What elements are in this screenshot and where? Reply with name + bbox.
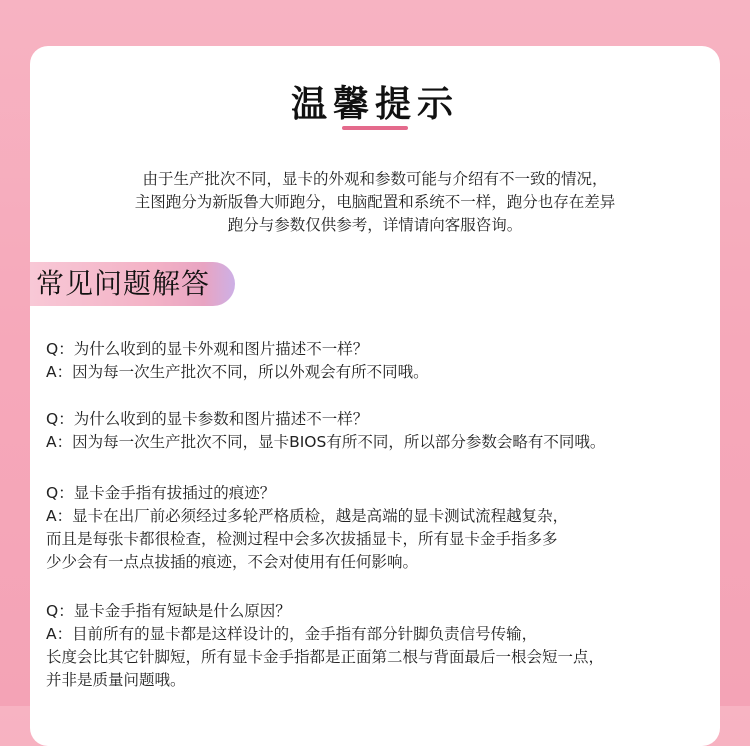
faq-answer: A：因为每一次生产批次不同，显卡BIOS有所不同，所以部分参数会略有不同哦。: [46, 433, 606, 451]
faq-section-title: 常见问题解答: [36, 267, 211, 300]
faq-question: Q：显卡金手指有短缺是什么原因？: [46, 602, 291, 620]
faq-item: [46, 408, 716, 454]
notice-line: 主图跑分为新版鲁大师跑分，电脑配置和系统不一样，跑分也存在差异: [134, 193, 616, 211]
faq-answer: 长度会比其它针脚短，所有显卡金手指都是正面第二根与背面最后一根会短一点，: [46, 648, 605, 666]
title-underline: [342, 126, 408, 130]
page-title: 温馨提示: [290, 84, 459, 125]
faq-answer: A：因为每一次生产批次不同，所以外观会有所不同哦。: [46, 363, 429, 381]
notice-line: 跑分与参数仅供参考，详情请向客服咨询。: [227, 216, 523, 234]
faq-answer: 而且是每张卡都很检查，检测过程中会多次拔插显卡，所有显卡金手指多多: [46, 530, 558, 548]
notice-text: [0, 168, 750, 237]
faq-question: Q：显卡金手指有拔插过的痕迹？: [46, 484, 276, 502]
faq-answer: 少少会有一点点拔插的痕迹，不会对使用有任何影响。: [46, 553, 419, 571]
faq-question: Q：为什么收到的显卡参数和图片描述不一样？: [46, 410, 369, 428]
faq-answer: 并非是质量问题哦。: [46, 671, 186, 689]
notice-line: 由于生产批次不同，显卡的外观和参数可能与介绍有不一致的情况，: [142, 170, 608, 188]
faq-item: [46, 600, 716, 692]
faq-section-tag: [30, 262, 235, 306]
faq-answer: A：目前所有的显卡都是这样设计的，金手指有部分针脚负责信号传输，: [46, 625, 538, 643]
faq-answer: A：显卡在出厂前必须经过多轮严格质检，越是高端的显卡测试流程越复杂，: [46, 507, 569, 525]
faq-question: Q：为什么收到的显卡外观和图片描述不一样？: [46, 340, 369, 358]
faq-item: [46, 482, 716, 574]
faq-item: [46, 338, 716, 384]
